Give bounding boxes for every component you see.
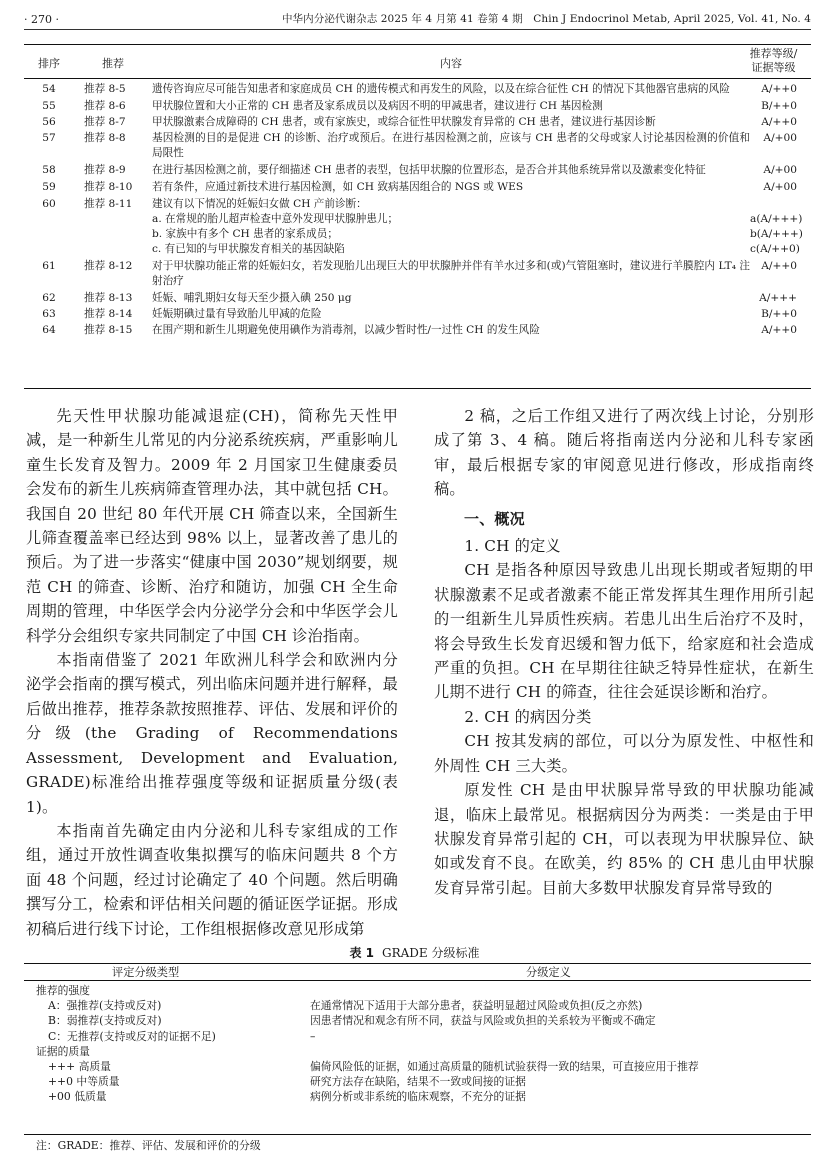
- row-rec: 推荐 8-14: [84, 308, 133, 320]
- row-content: 在进行基因检测之前，要仔细描述 CH 患者的表型，包括甲状腺的位置形态，是否合并其他系统异常以及激素变化特征: [152, 164, 706, 176]
- row-content: 对于甲状腺功能正常的妊娠妇女，若发现胎儿出现巨大的甲状腺肿并伴有羊水过多和(或)气管阻塞时，建议进行羊膜腔内 LT₄ 注射治疗: [152, 260, 750, 287]
- row-order: 62: [42, 292, 56, 304]
- row-order: 56: [42, 116, 56, 128]
- grade-type: C：无推荐(支持或反对的证据不足): [48, 1029, 216, 1043]
- grade-type: B：弱推荐(支持或反对): [48, 1014, 162, 1028]
- row-grade: A/++0: [761, 324, 797, 336]
- grade-type: +++ 高质量: [48, 1060, 111, 1074]
- col-header-order: 排序: [38, 57, 60, 70]
- table-row: [24, 99, 811, 114]
- subsection-heading-definition: 1. CH 的定义: [464, 537, 561, 556]
- rec-table-top-rule: [24, 44, 811, 45]
- rec-table-bottom-rule: [24, 388, 811, 389]
- table-row: [24, 983, 811, 998]
- grade-definition: [284, 983, 811, 998]
- right-column: [434, 404, 814, 900]
- row-rec: 推荐 8-7: [84, 116, 126, 128]
- row-content: 甲状腺激素合成障碍的 CH 患者，或有家族史，或综合征性甲状腺发育异常的 CH 患者，建议进行基因诊断: [152, 116, 656, 128]
- page-number: · 270 ·: [24, 13, 59, 26]
- row-order: [24, 242, 74, 257]
- row-order: 55: [42, 100, 56, 112]
- table1-note: 注：GRADE：推荐、评估、发展和评价的分级: [36, 1139, 261, 1152]
- row-grade: A/+++: [759, 292, 797, 304]
- table-row: [24, 1013, 811, 1028]
- row-rec: [74, 227, 152, 242]
- table-row: [24, 242, 811, 257]
- row-order: 58: [42, 164, 56, 176]
- left-column: [26, 404, 398, 941]
- table-row: [24, 180, 811, 195]
- table-row: [24, 227, 811, 242]
- grade-definition: 研究方法存在缺陷，结果不一致或间接的证据: [310, 1075, 526, 1089]
- grade-definition: 因患者情况和观念有所不同，获益与风险或负担的关系较为平衡或不确定: [310, 1014, 656, 1028]
- table-row: [24, 1089, 811, 1104]
- row-grade: A/++0: [761, 260, 797, 272]
- row-content: 甲状腺位置和大小正常的 CH 患者及家系成员以及病因不明的甲减患者，建议进行 CH 基因检测: [152, 100, 603, 112]
- table-row: [24, 259, 811, 289]
- table-row: [24, 131, 811, 161]
- row-order: 61: [42, 260, 56, 272]
- table-row: [24, 307, 811, 322]
- row-rec: 推荐 8-10: [84, 181, 133, 193]
- row-grade: A/+00: [763, 132, 797, 144]
- table-row: [24, 998, 811, 1013]
- row-grade: A/++0: [761, 116, 797, 128]
- row-order: [24, 227, 74, 242]
- etiology-paragraph: CH 按其发病的部位，可以分为原发性、中枢性和外周性 CH 三大类。: [434, 732, 814, 775]
- primary-ch-paragraph: 原发性 CH 是由甲状腺异常导致的甲状腺功能减退，临床上最常见。根据病因分为两类：一类是由于甲状腺发育异常引起的 CH，可以表现为甲状腺异位、缺如或发育不良。在欧美，约 85% 的 CH 患儿由甲状腺发育异常引起。目前大多数甲状腺发育异常导致的: [434, 781, 814, 897]
- col-header-grade-line2: 证据等级: [751, 61, 796, 74]
- row-grade: A/+00: [763, 181, 797, 193]
- intro-paragraph: 先天性甲状腺功能减退症(CH)，简称先天性甲减，是一种新生儿常见的内分泌系统疾病，严重影响儿童生长发育及智力。2009 年 2 月国家卫生健康委员会发布的新生儿疾病筛查管理办法，其中就包括 CH。我国自 20 世纪 80 年代开展 CH 筛查以来，全国新生儿筛查覆盖率已经达到 98% 以上，显著改善了患儿的预后。为了进一步落实“健康中国 2030”规划纲要，规范 CH 的筛查、诊断、治疗和随访，加强 CH 全生命周期的管理，中华医学会内分泌学分会和中华医学会儿科学分会组织专家共同制定了中国 CH 诊治指南。: [26, 407, 398, 645]
- definition-paragraph: CH 是指各种原因导致患儿出现长期或者短期的甲状腺激素不足或者激素不能正常发挥其生理作用所引起的一组新生儿异质性疾病。若患儿出生后治疗不及时，将会导致生长发育迟缓和智力低下，给家庭和社会造成严重的负担。CH 在早期往往缺乏特异性症状，在新生儿期不进行 CH 的筛查，往往会延误诊断和治疗。: [434, 561, 814, 702]
- row-order: 59: [42, 181, 56, 193]
- row-grade: c(A/++0): [750, 243, 800, 255]
- rec-table-body: [24, 82, 811, 338]
- grade-definition: 偏倚风险低的证据，如通过高质量的随机试验获得一致的结果，可直接应用于推荐: [310, 1060, 699, 1074]
- col-header-grade: [736, 47, 811, 75]
- row-rec: 推荐 8-12: [84, 260, 133, 272]
- grade-type: 证据的质量: [36, 1044, 90, 1058]
- journal-citation: 中华内分泌代谢杂志 2025 年 4 月第 41 卷第 4 期 Chin J Endocrinol Metab, April 2025, Vol. 41, No. 4: [281, 13, 811, 25]
- process-continued-paragraph: 2 稿，之后工作组又进行了两次线上讨论，分别形成了第 3、4 稿。随后将指南送内分泌和儿科专家函审，最后根据专家的审阅意见进行修改，形成指南终稿。: [434, 407, 814, 499]
- row-order: 54: [42, 83, 56, 95]
- row-order: 64: [42, 324, 56, 336]
- grade-type: ++0 中等质量: [48, 1075, 120, 1089]
- row-rec: 推荐 8-11: [84, 198, 133, 210]
- section-heading-overview: 一、概况: [464, 509, 525, 528]
- row-grade: B/++0: [761, 308, 797, 320]
- grade-definition: [284, 1044, 811, 1059]
- row-grade: B/++0: [761, 100, 797, 112]
- row-grade: [750, 197, 811, 212]
- table1-caption: [0, 944, 829, 961]
- row-rec: [74, 212, 152, 227]
- row-rec: 推荐 8-5: [84, 83, 126, 95]
- row-order: 57: [42, 132, 56, 144]
- col-header-rec: 推荐: [102, 57, 124, 70]
- subsection-heading-etiology: 2. CH 的病因分类: [464, 707, 592, 726]
- row-order: [24, 212, 74, 227]
- table-row: [24, 291, 811, 306]
- row-content: 在围产期和新生儿期避免使用碘作为消毒剂，以减少暂时性/一过性 CH 的发生风险: [152, 324, 540, 336]
- row-rec: 推荐 8-8: [84, 132, 126, 144]
- row-rec: 推荐 8-6: [84, 100, 126, 112]
- table1-bottom-rule: [24, 1134, 811, 1135]
- row-content: 妊娠、哺乳期妇女每天至少摄入碘 250 μg: [152, 292, 352, 304]
- table1-col-header-def: 分级定义: [526, 966, 571, 979]
- table1-col-header-type: 评定分级类型: [112, 966, 180, 979]
- rec-table-header: [24, 46, 811, 78]
- row-content: b. 家族中有多个 CH 患者的家系成员；: [152, 228, 338, 240]
- table-row: [24, 1029, 811, 1044]
- table1-body: [24, 983, 811, 1105]
- row-rec: 推荐 8-15: [84, 324, 133, 336]
- row-content: c. 有已知的与甲状腺发育相关的基因缺陷: [152, 243, 345, 255]
- table-row: [24, 323, 811, 338]
- table-row: [24, 197, 811, 212]
- col-header-content: 内容: [440, 57, 462, 70]
- row-rec: 推荐 8-13: [84, 292, 133, 304]
- row-content: a. 在常规的胎儿超声检查中意外发现甲状腺肿患儿；: [152, 213, 399, 225]
- row-rec: 推荐 8-9: [84, 164, 126, 176]
- table1-title: GRADE 分级标准: [382, 946, 480, 960]
- row-grade: A/++0: [761, 83, 797, 95]
- running-header: [24, 8, 811, 30]
- row-grade: A/+00: [763, 164, 797, 176]
- grade-type: A：强推荐(支持或反对): [48, 999, 162, 1013]
- col-header-grade-line1: 推荐等级/: [749, 47, 798, 60]
- grade-type: +00 低质量: [48, 1090, 107, 1104]
- table-row: [24, 115, 811, 130]
- rec-table-header-rule: [24, 78, 811, 79]
- row-order: 63: [42, 308, 56, 320]
- row-grade: b(A/+++): [750, 228, 803, 240]
- row-rec: [74, 242, 152, 257]
- grade-definition: 病例分析或非系统的临床观察，不充分的证据: [310, 1090, 526, 1104]
- table-row: [24, 163, 811, 178]
- method-paragraph: 本指南借鉴了 2021 年欧洲儿科学会和欧洲内分泌学会指南的撰写模式，列出临床问题并进行解释，最后做出推荐，推荐条款按照推荐、评估、发展和评价的分级(the Grading of Recommendations Assessment, Development and Evaluation, GRADE)标准给出推荐强度等级和证据质量分级(表 1)。: [26, 651, 398, 816]
- grade-definition: 在通常情况下适用于大部分患者，获益明显超过风险或负担(反之亦然): [310, 999, 643, 1013]
- grade-definition: –: [310, 1029, 316, 1043]
- row-content: 妊娠期碘过量有导致胎儿甲减的危险: [152, 308, 322, 320]
- row-content: 若有条件，应通过新技术进行基因检测，如 CH 致病基因组合的 NGS 或 WES: [152, 181, 524, 193]
- table-row: [24, 1059, 811, 1074]
- table-row: [24, 1074, 811, 1089]
- row-content: 基因检测的目的是促进 CH 的诊断、治疗或预后。在进行基因检测之前，应该与 CH 患者的父母或家人讨论基因检测的价值和局限性: [152, 132, 750, 159]
- table1-label: 表 1: [349, 946, 375, 960]
- grade-type: 推荐的强度: [36, 984, 90, 997]
- table-row: [24, 212, 811, 227]
- row-content: 遗传咨询应尽可能告知患者和家庭成员 CH 的遗传模式和再发生的风险，以及在综合征性 CH 的情况下其他器官患病的风险: [152, 83, 730, 95]
- table-row: [24, 1044, 811, 1059]
- row-order: 60: [42, 198, 56, 210]
- table-row: [24, 82, 811, 97]
- row-grade: a(A/+++): [750, 213, 803, 225]
- row-content: 建议有以下情况的妊娠妇女做 CH 产前诊断：: [152, 198, 367, 210]
- process-paragraph: 本指南首先确定由内分泌和儿科专家组成的工作组，通过开放性调查收集拟撰写的临床问题共 8 个方面 48 个问题，经过讨论确定了 40 个问题。然后明确撰写分工，检索和评估相关问题的循证医学证据。形成初稿后进行线下讨论，工作组根据修改意见形成第: [26, 821, 398, 938]
- table1-header-rule: [24, 980, 811, 981]
